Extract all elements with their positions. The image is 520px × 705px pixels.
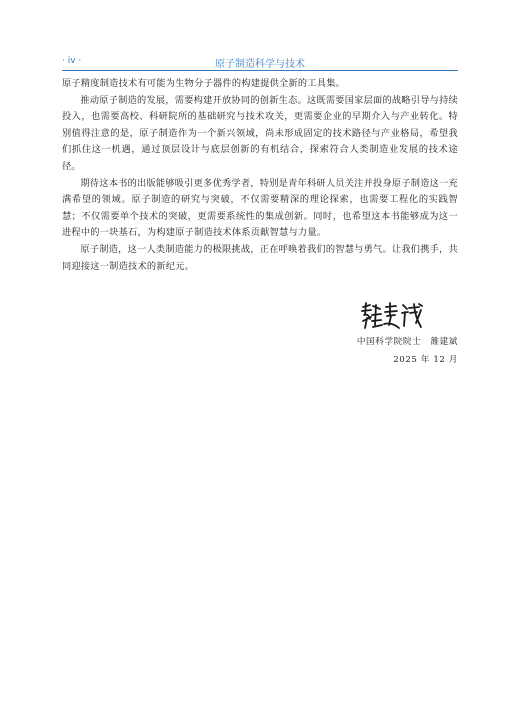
signature-block [357, 333, 458, 369]
page-number: · iv · [62, 56, 82, 66]
paragraph: 原子制造，这一人类制造能力的极限挑战，正在呼唤着我们的智慧与勇气。让我们携手，共同迎接这一制造技术的新纪元。 [62, 243, 458, 272]
running-header-title: 原子制造科学与技术 [215, 59, 305, 70]
signature-date: 2025 年 12 月 [393, 355, 458, 365]
handwritten-signature [359, 301, 429, 331]
header-divider [62, 70, 458, 71]
body-text [62, 76, 458, 275]
author-affiliation: 中国科学院院士 雒建斌 [356, 337, 458, 347]
paragraph: 推动原子制造的发展，需要构建开放协同的创新生态。这既需要国家层面的战略引导与持续投入，也需要高校、科研院所的基础研究与技术攻关，更需要企业的早期介入与产业转化。特别值得注意的是，原子制造作为一个新兴领域，尚未形成固定的技术路径与产业格局，希望我们抓住这一机遇，通过顶层设计与底层创新的有机结合，探索符合人类制造业发展的技术途径。 [62, 94, 458, 172]
paragraph-continued: 原子精度制造技术有可能为生物分子器件的构建提供全新的工具集。 [62, 78, 346, 89]
running-header [62, 54, 458, 74]
paragraph: 期待这本书的出版能够吸引更多优秀学者，特别是青年科研人员关注并投身原子制造这一充满希望的领域。原子制造的研究与突破，不仅需要精深的理论探索，也需要工程化的实践智慧；不仅需要单个技术的突破，更需要系统性的集成创新。同时，也希望这本书能够成为这一进程中的一块基石，为构建原子制造技术体系贡献智慧与力量。 [62, 177, 458, 239]
